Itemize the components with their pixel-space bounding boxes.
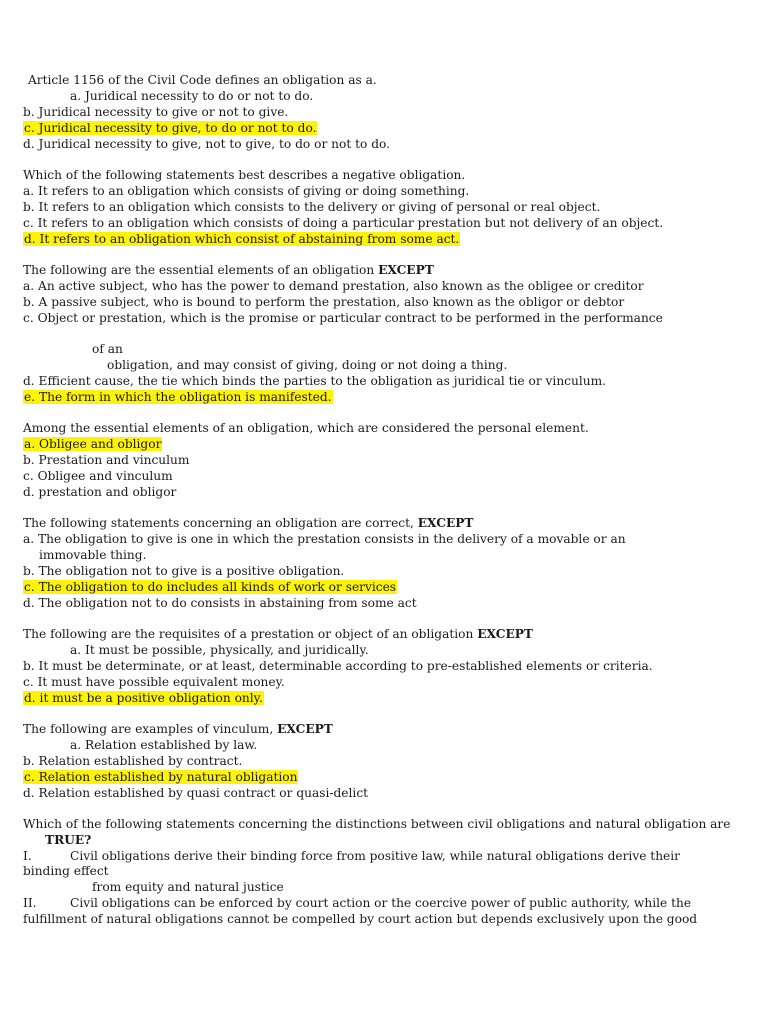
question-5-stem (23, 515, 474, 531)
question-2-stem: Which of the following statements best describes a negative obligation. (23, 168, 466, 182)
question-4-stem: Among the essential elements of an obligation, which are considered the personal element. (23, 421, 589, 435)
answer-highlight: a. Obligee and obligor (24, 437, 162, 451)
question-5-option-c-answer (23, 579, 397, 595)
question-2-option-b: b. It refers to an obligation which consists to the delivery or giving of personal or real object. (23, 200, 601, 214)
question-8-item-1-continuation: binding effect (23, 864, 109, 878)
question-6-emphasis: EXCEPT (477, 627, 533, 641)
question-1-option-b: b. Juridical necessity to give or not to give. (23, 105, 289, 119)
question-3-option-a: a. An active subject, who has the power to demand prestation, also known as the obligee or creditor (23, 279, 644, 293)
question-1-option-d: d. Juridical necessity to give, not to give, to do or not to do. (23, 137, 391, 151)
question-3-option-c: c. Object or prestation, which is the promise or particular contract to be performed in the performance (23, 311, 663, 325)
question-8-emphasis: TRUE? (45, 833, 92, 847)
answer-highlight: d. it must be a positive obligation only. (24, 691, 263, 705)
question-8-stem: Which of the following statements concerning the distinctions between civil obligations and natural obligation are (23, 817, 731, 831)
question-8-item-1-continuation-2: from equity and natural justice (92, 880, 284, 894)
question-1-option-a: a. Juridical necessity to do or not to do. (70, 89, 314, 103)
question-7-stem-text: The following are examples of vinculum, (23, 722, 278, 736)
question-5-stem-text: The following statements concerning an obligation are correct, (23, 516, 418, 530)
question-7-stem (23, 721, 333, 737)
answer-highlight: e. The form in which the obligation is manifested. (24, 390, 332, 404)
question-8-item-1-text: Civil obligations derive their binding force from positive law, while natural obligations derive their (70, 849, 680, 863)
question-8-item-1-number: I. (23, 849, 32, 863)
question-5-option-a-continuation: immovable thing. (39, 548, 147, 562)
question-2-option-d-answer (23, 231, 460, 247)
question-7-option-d: d. Relation established by quasi contract or quasi-delict (23, 786, 369, 800)
question-1-option-c-answer (23, 120, 317, 136)
question-3-stem (23, 262, 434, 278)
question-7-emphasis: EXCEPT (277, 722, 333, 736)
question-8-item-2-number: II. (23, 896, 37, 910)
question-6-stem-text: The following are the requisites of a prestation or object of an obligation (23, 627, 478, 641)
question-1-stem: Article 1156 of the Civil Code defines an obligation as a. (28, 73, 377, 87)
question-4-option-b: b. Prestation and vinculum (23, 453, 190, 467)
question-5-option-b: b. The obligation not to give is a positive obligation. (23, 564, 345, 578)
question-6-option-c: c. It must have possible equivalent money. (23, 675, 285, 689)
question-3-option-c-continuation-2: obligation, and may consist of giving, doing or not doing a thing. (107, 358, 508, 372)
question-8-item-2-text: Civil obligations can be enforced by court action or the coercive power of public authority, while the (70, 896, 692, 910)
question-3-option-b: b. A passive subject, who is bound to perform the prestation, also known as the obligor or debtor (23, 295, 625, 309)
question-4-option-d: d. prestation and obligor (23, 485, 177, 499)
question-7-option-c-answer (23, 769, 298, 785)
answer-highlight: d. It refers to an obligation which consist of abstaining from some act. (24, 232, 460, 246)
question-3-emphasis: EXCEPT (378, 263, 434, 277)
question-5-emphasis: EXCEPT (417, 516, 474, 530)
question-2-option-a: a. It refers to an obligation which consists of giving or doing something. (23, 184, 470, 198)
question-5-option-d: d. The obligation not to do consists in abstaining from some act (23, 596, 417, 610)
question-8-item-2-continuation: fulfillment of natural obligations cannot be compelled by court action but depends exclusively upon the good (23, 912, 698, 926)
question-2-option-c: c. It refers to an obligation which consists of doing a particular prestation but not delivery of an object. (23, 216, 664, 230)
question-6-option-a: a. It must be possible, physically, and juridically. (70, 643, 369, 657)
question-3-option-c-continuation: of an (92, 342, 123, 356)
question-6-option-d-answer (23, 690, 264, 706)
question-7-option-b: b. Relation established by contract. (23, 754, 243, 768)
question-6-stem (23, 626, 533, 642)
question-5-option-a: a. The obligation to give is one in which the prestation consists in the delivery of a movable or an (23, 532, 626, 546)
question-4-option-a-answer (23, 436, 162, 452)
question-3-option-e-answer (23, 389, 333, 405)
answer-highlight: c. Juridical necessity to give, to do or not to do. (24, 121, 317, 135)
question-3-option-d: d. Efficient cause, the tie which binds the parties to the obligation as juridical tie or vinculum. (23, 374, 607, 388)
question-7-option-a: a. Relation established by law. (70, 738, 258, 752)
answer-highlight: c. Relation established by natural obligation (24, 770, 298, 784)
question-3-stem-text: The following are the essential elements of an obligation (23, 263, 379, 277)
answer-highlight: c. The obligation to do includes all kinds of work or services (24, 580, 397, 594)
question-6-option-b: b. It must be determinate, or at least, determinable according to pre-established elements or criteria. (23, 659, 653, 673)
question-4-option-c: c. Obligee and vinculum (23, 469, 173, 483)
